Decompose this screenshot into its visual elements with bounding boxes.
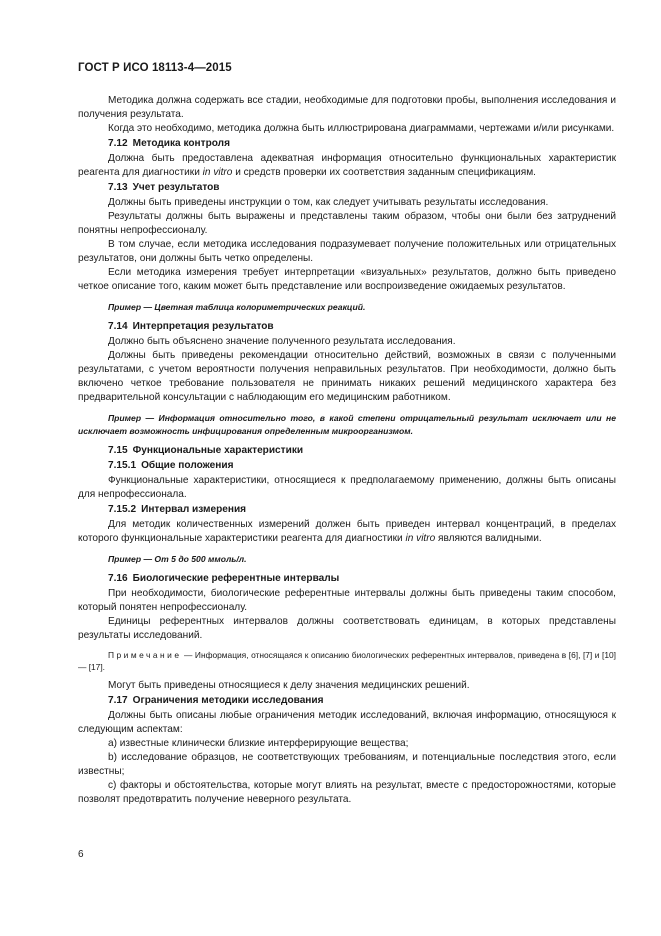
section-number: 7.17: [108, 695, 128, 706]
note: [78, 649, 616, 673]
section-heading-7-15: [78, 444, 616, 458]
text-span: Должна быть предоставлена адекватная информация относительно функциональных характеристик реагента для диагностики: [78, 153, 616, 178]
section-number: 7.16: [108, 573, 128, 584]
section-title: Ограничения методики исследования: [132, 695, 324, 706]
paragraph: Должны быть приведены инструкции о том, как следует учитывать результаты исследования.: [108, 197, 549, 208]
paragraph: Должны быть описаны любые ограничения методик исследований, включая информацию, относящуюся к следующим аспектам:: [78, 710, 616, 735]
paragraph: Если методика измерения требует интерпретации «визуальных» результатов, должно быть приведено четкое описание того, каким может быть представление или воспроизведение ожидаемых результатов.: [78, 267, 616, 292]
italic-term: in vitro: [405, 533, 436, 544]
example-text: Пример — Цветная таблица колориметрических реакций.: [108, 302, 366, 312]
section-heading-7-17: [78, 694, 616, 708]
paragraph: Функциональные характеристики, относящиеся к предполагаемому применению, должны быть описаны для непрофессионала.: [78, 475, 616, 500]
section-title: Общие положения: [141, 460, 234, 471]
paragraph: [78, 152, 616, 180]
paragraph: Должны быть приведены рекомендации относительно действий, возможных в связи с полученными результатами, с учетом вероятности получения неправильных результатов. При необходимости, должно быть включено четкое требование пользователя не принимать никаких решений медицинского характера без предварительной консультации с наблюдающим его медицинским работником.: [78, 350, 616, 403]
section-heading-7-15-1: [78, 459, 616, 473]
example-text: Пример — Информация относительно того, в какой степени отрицательный результат исключает или не исключает возможность инфицирования определенным микроорганизмом.: [78, 413, 616, 436]
section-heading-7-12: [78, 137, 616, 151]
section-heading-7-15-2: [78, 503, 616, 517]
section-title: Функциональные характеристики: [132, 445, 304, 456]
italic-term: in vitro: [202, 167, 233, 178]
section-title: Учет результатов: [132, 182, 220, 193]
section-number: 7.15.1: [108, 460, 137, 471]
note-label: Примечание: [108, 650, 182, 660]
list-item-b: b) исследование образцов, не соответствующих требованиям, и потенциальные последствия этого, если известны;: [78, 752, 616, 777]
paragraph: [78, 518, 616, 546]
text-span: и средств проверки их соответствия заданным спецификациям.: [232, 167, 536, 178]
section-number: 7.13: [108, 182, 128, 193]
section-heading-7-13: [78, 181, 616, 195]
section-number: 7.15.2: [108, 504, 137, 515]
list-item-a: а) известные клинически близкие интерферирующие вещества;: [108, 738, 409, 749]
section-title: Биологические референтные интервалы: [132, 573, 340, 584]
example-text: Пример — От 5 до 500 ммоль/л.: [108, 554, 247, 564]
paragraph: Должно быть объяснено значение полученного результата исследования.: [108, 336, 456, 347]
text-span: являются валидными.: [435, 533, 542, 544]
paragraph: В том случае, если методика исследования подразумевает получение положительных или отрицательных результатов, они должны быть четко определены.: [78, 239, 616, 264]
section-heading-7-16: [78, 572, 616, 586]
section-title: Интервал измерения: [141, 504, 247, 515]
note-text: — Информация, относящаяся к описанию биологических референтных интервалов, приведена в [6], [7] и [10] — [17].: [78, 650, 616, 672]
paragraph: Методика должна содержать все стадии, необходимые для подготовки пробы, выполнения исследования и получения результата.: [78, 95, 616, 120]
section-number: 7.12: [108, 138, 128, 149]
paragraph: Когда это необходимо, методика должна быть иллюстрирована диаграммами, чертежами и/или рисунками.: [108, 123, 615, 134]
paragraph: Могут быть приведены относящиеся к делу значения медицинских решений.: [108, 680, 470, 691]
paragraph: Единицы референтных интервалов должны соответствовать единицам, в которых представлены результаты исследований.: [78, 616, 616, 641]
document-body: [78, 94, 616, 807]
section-title: Методика контроля: [132, 138, 230, 149]
section-number: 7.15: [108, 445, 128, 456]
paragraph: Результаты должны быть выражены и представлены таким образом, чтобы они были без затруднений понятны непрофессионалу.: [78, 211, 616, 236]
section-number: 7.14: [108, 321, 128, 332]
paragraph: При необходимости, биологические референтные интервалы должны быть приведены таким способом, который понятен непрофессионалу.: [78, 588, 616, 613]
list-item-c: с) факторы и обстоятельства, которые могут влиять на результат, вместе с предосторожностями, которые позволят предотвратить получение неверного результата.: [78, 780, 616, 805]
standard-header: ГОСТ Р ИСО 18113-4—2015: [78, 62, 232, 74]
text-span: Для методик количественных измерений должен быть приведен интервал концентраций, в пределах которого функциональные характеристики реагента для диагностики: [78, 519, 616, 544]
section-heading-7-14: [78, 320, 616, 334]
section-title: Интерпретация результатов: [132, 321, 274, 332]
page-number: 6: [78, 849, 84, 860]
